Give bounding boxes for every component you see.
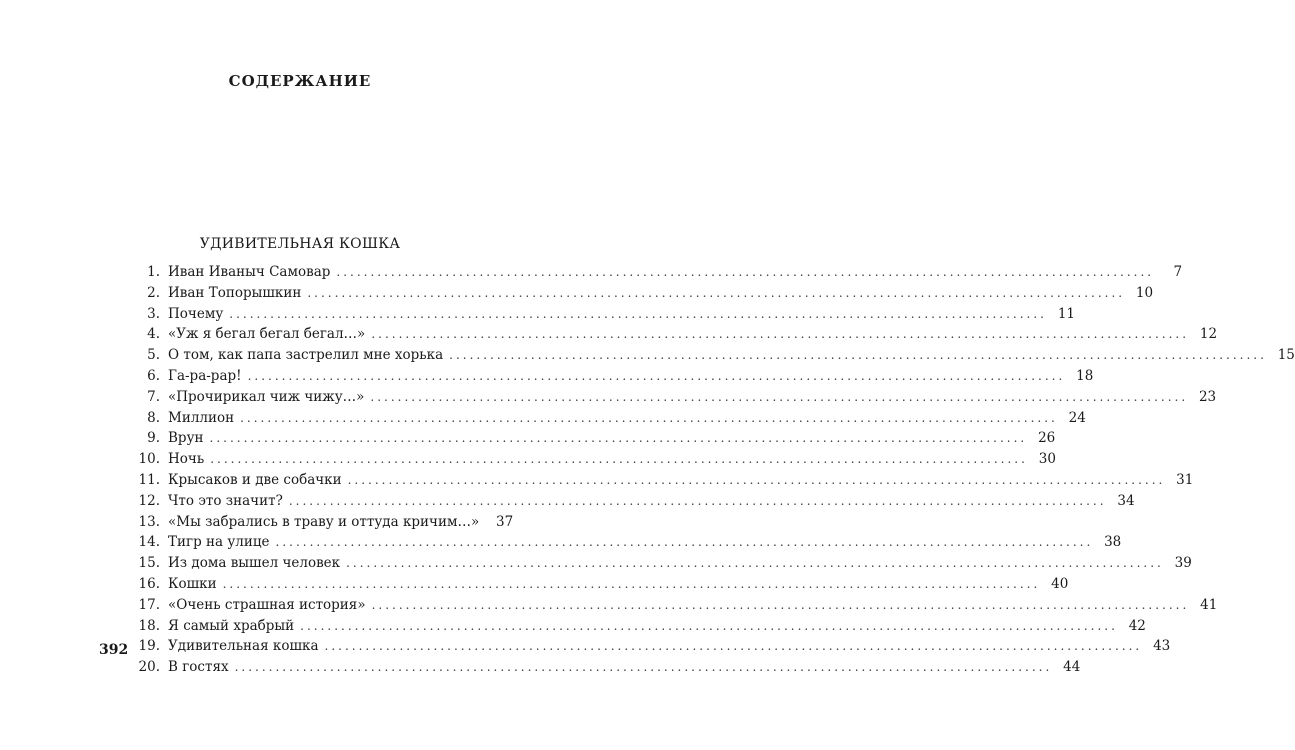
toc-dot-leader: ........................................................................................................................ (222, 576, 1041, 591)
toc-entry-title: Кошки (168, 575, 217, 592)
toc-dot-leader: ........................................................................................................................ (449, 348, 1267, 363)
toc-entry[interactable] (138, 387, 1217, 408)
toc-entry-page: 37 (496, 513, 514, 530)
toc-entry-number: 15. (138, 555, 160, 572)
toc-dot-leader: ........................................................................................................................ (300, 618, 1118, 633)
toc-dot-leader: ........................................................................................................................ (371, 327, 1190, 342)
toc-entry[interactable] (138, 532, 1122, 553)
toc-entry-page: 7 (1173, 264, 1183, 280)
toc-entry-page: 40 (1051, 575, 1069, 592)
toc-entry-title: Удивительная кошка (168, 638, 319, 655)
toc-entry-page: 39 (1174, 555, 1192, 572)
toc-entry-number: 8. (147, 409, 160, 426)
toc-dot-leader: ........................................................................................................................ (371, 597, 1190, 612)
toc-entry-number: 9. (147, 430, 160, 447)
toc-entry-page: 38 (1104, 534, 1122, 551)
toc-entry-title: «Уж я бегал бегал бегал…» (168, 326, 366, 343)
toc-entry-title: «Очень страшная история» (168, 596, 366, 613)
toc-entry-number: 19. (138, 638, 160, 655)
toc-entry[interactable] (138, 262, 1183, 283)
toc-dot-leader: ........................................................................................................................ (234, 660, 1053, 675)
toc-entry-title: Что это значит? (168, 492, 283, 509)
toc-entry[interactable] (138, 345, 1295, 366)
toc-entry-page: 30 (1038, 451, 1056, 468)
toc-entry-number: 13. (138, 513, 160, 530)
toc-entry-number: 2. (147, 284, 160, 301)
toc-entry-number: 10. (138, 451, 160, 468)
toc-entry[interactable] (138, 470, 1194, 491)
toc-dot-leader: ........................................................................................................................ (347, 472, 1166, 487)
toc-entry-title: Га-ра-рар! (168, 367, 242, 384)
toc-entry-number: 20. (138, 659, 160, 676)
toc-entry[interactable] (138, 636, 1171, 657)
toc-entry-page: 23 (1198, 388, 1217, 405)
toc-entry-page: 41 (1200, 596, 1218, 613)
toc-dot-leader: ........................................................................................................................ (275, 535, 1094, 550)
toc-entry-page: 15 (1277, 347, 1295, 364)
toc-entry-page: 24 (1068, 409, 1086, 426)
toc-entry[interactable] (138, 574, 1069, 595)
toc-entry-page: 26 (1038, 430, 1056, 447)
toc-entry-title: Ночь (168, 451, 205, 468)
toc-entry-number: 16. (138, 575, 160, 592)
toc-dot-leader: ........................................................................................................................ (288, 493, 1107, 508)
toc-entry-page: 10 (1135, 284, 1154, 301)
toc-entry[interactable] (138, 324, 1218, 345)
toc-entry-title: Почему (168, 305, 224, 322)
toc-entry-title: В гостях (168, 659, 229, 676)
toc-entry-title: О том, как папа застрелил мне хорька (168, 347, 444, 364)
toc-entry-number: 14. (138, 534, 160, 551)
toc-entry-title: Из дома вышел человек (168, 555, 341, 572)
toc-entry-number: 7. (147, 388, 160, 405)
toc-entry[interactable] (138, 491, 1135, 512)
toc-entry[interactable] (138, 553, 1192, 574)
toc-entry-page: 31 (1176, 471, 1194, 488)
toc-entry-title: Врун (168, 430, 204, 447)
toc-dot-leader: ........................................................................................................................ (324, 639, 1143, 654)
toc-entry-number: 12. (138, 492, 160, 509)
toc-entry-number: 5. (147, 347, 160, 364)
page-number: 392 (99, 642, 129, 658)
toc-dot-leader: ........................................................................................................................ (247, 368, 1066, 383)
toc-entry-page: 34 (1117, 492, 1135, 509)
toc-entry-number: 3. (147, 305, 160, 322)
toc-dot-leader: ........................................................................................................................ (229, 306, 1047, 321)
toc-entry-number: 17. (138, 596, 160, 613)
toc-entry-title: «Прочирикал чиж чижу…» (168, 388, 365, 405)
toc-entry-title: Иван Топорышкин (168, 284, 302, 301)
toc-dot-leader: ........................................................................................................................ (240, 410, 1058, 425)
toc-entry[interactable] (138, 428, 1056, 449)
toc-dot-leader: ........................................................................................................................ (210, 452, 1028, 467)
toc-dot-leader: ........................................................................................................................ (370, 389, 1189, 404)
toc-entry-page: 42 (1128, 617, 1146, 634)
toc-entry[interactable] (138, 616, 1146, 637)
toc-entry-page: 44 (1063, 659, 1081, 676)
toc-entry[interactable] (138, 595, 1218, 616)
toc-entry-title: Крысаков и две собачки (168, 471, 342, 488)
toc-entry-page: 43 (1153, 638, 1171, 655)
toc-entry-title: Иван Иваныч Самовар (168, 264, 331, 280)
toc-entry-page: 11 (1057, 305, 1075, 322)
section-title: УДИВИТЕЛЬНАЯ КОШКА (199, 236, 401, 252)
toc-entry-page: 12 (1199, 326, 1218, 343)
toc-entry[interactable] (138, 366, 1094, 387)
toc-dot-leader: ........................................................................................................................ (209, 431, 1028, 446)
toc-entry-number: 11. (138, 471, 160, 488)
toc-entry-number: 4. (147, 326, 160, 343)
toc-entry[interactable] (138, 408, 1086, 429)
table-of-contents (138, 262, 1295, 678)
toc-entry-number: 1. (147, 264, 160, 280)
page-title: СОДЕРЖАНИЕ (228, 72, 372, 90)
toc-entry-title: Тигр на улице (168, 534, 270, 551)
toc-entry[interactable] (138, 304, 1075, 325)
toc-entry[interactable] (138, 283, 1154, 304)
toc-entry-title: Миллион (168, 409, 235, 426)
toc-entry-number: 6. (147, 367, 160, 384)
toc-entry-title: Я самый храбрый (168, 617, 295, 634)
toc-dot-leader: ........................................................................................................................ (346, 556, 1164, 571)
toc-entry[interactable] (138, 449, 1056, 470)
toc-entry[interactable] (138, 512, 514, 533)
toc-entry[interactable] (138, 657, 1081, 678)
toc-entry-title: «Мы забрались в траву и оттуда кричим…» (168, 513, 480, 530)
toc-dot-leader: ........................................................................................................................ (307, 285, 1126, 300)
toc-entry-page: 18 (1076, 367, 1094, 384)
toc-entry-number: 18. (138, 617, 160, 634)
toc-dot-leader: ........................................................................................................................ (336, 265, 1155, 279)
